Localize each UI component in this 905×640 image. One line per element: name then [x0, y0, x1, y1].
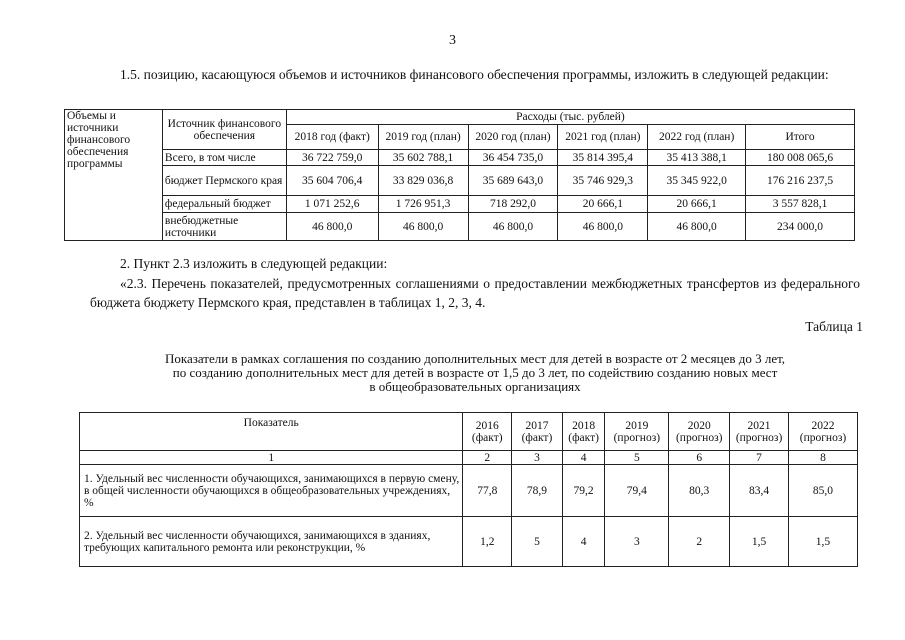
- value-cell: 46 800,0: [286, 213, 378, 241]
- year-header: 2021 год (план): [558, 125, 648, 150]
- table-caption: [90, 352, 860, 394]
- value-cell: 234 000,0: [746, 213, 855, 241]
- column-number: 5: [605, 451, 669, 465]
- value-cell: 176 216 237,5: [746, 166, 855, 196]
- financing-table: [64, 109, 855, 241]
- page-number: 3: [449, 33, 456, 48]
- value-cell: 5: [512, 517, 563, 567]
- value-cell: 77,8: [463, 465, 512, 517]
- value-cell: 83,4: [730, 465, 789, 517]
- table-row: [65, 166, 855, 196]
- table-row: [65, 150, 855, 166]
- column-number: 8: [788, 451, 857, 465]
- paragraph-2-3: «2.3. Перечень показателей, предусмотренных соглашениями о предоставлении межбюджетных трансфертов из федерального бюджета бюджету Пермского края, представлен в таблицах 1, 2, 3, 4.: [90, 276, 860, 310]
- value-cell: 180 008 065,6: [746, 150, 855, 166]
- table-label: Таблица 1: [805, 319, 863, 334]
- year-header: 2022 (прогноз): [788, 413, 857, 451]
- value-cell: 46 800,0: [648, 213, 746, 241]
- value-cell: 35 345 922,0: [648, 166, 746, 196]
- value-cell: 79,4: [605, 465, 669, 517]
- caption-line: Показатели в рамках соглашения по созданию дополнительных мест для детей в возрасте от 2 месяцев до 3 лет,: [164, 351, 786, 366]
- indicators-table: [79, 412, 858, 567]
- value-cell: 718 292,0: [468, 196, 558, 213]
- value-cell: 80,3: [669, 465, 730, 517]
- indicator-cell: 2. Удельный вес численности обучающихся, занимающихся в зданиях, требующих капитального ремонта или реконструкции, %: [80, 517, 463, 567]
- value-cell: 1,2: [463, 517, 512, 567]
- value-cell: 2: [669, 517, 730, 567]
- indicator-header: Показатель: [80, 413, 463, 451]
- source-cell: бюджет Пермского края: [162, 166, 286, 196]
- paragraph-1-5: 1.5. позицию, касающуюся объемов и источников финансового обеспечения программы, изложить в следующей редакции:: [120, 67, 829, 82]
- value-cell: 36 722 759,0: [286, 150, 378, 166]
- table-row: [80, 517, 858, 567]
- paragraph-2: 2. Пункт 2.3 изложить в следующей редакции:: [120, 256, 388, 271]
- expenses-header: Расходы (тыс. рублей): [286, 110, 854, 125]
- value-cell: 46 800,0: [468, 213, 558, 241]
- value-cell: 35 746 929,3: [558, 166, 648, 196]
- year-header: 2018 (факт): [562, 413, 605, 451]
- caption-line: в общеобразовательных организациях: [369, 379, 581, 394]
- column-number: 4: [562, 451, 605, 465]
- value-cell: 35 413 388,1: [648, 150, 746, 166]
- table-row: [65, 196, 855, 213]
- column-number: 3: [512, 451, 563, 465]
- year-header: 2016 (факт): [463, 413, 512, 451]
- table-row: [80, 465, 858, 517]
- column-number: 7: [730, 451, 789, 465]
- value-cell: 79,2: [562, 465, 605, 517]
- total-header: Итого: [746, 125, 855, 150]
- indicator-cell: 1. Удельный вес численности обучающихся, занимающихся в первую смену, в общей численности обучающихся в общеобразовательных учреждениях, %: [80, 465, 463, 517]
- year-header: 2019 (прогноз): [605, 413, 669, 451]
- year-header: 2018 год (факт): [286, 125, 378, 150]
- value-cell: 35 602 788,1: [378, 150, 468, 166]
- value-cell: 35 689 643,0: [468, 166, 558, 196]
- value-cell: 1 071 252,6: [286, 196, 378, 213]
- value-cell: 20 666,1: [648, 196, 746, 213]
- value-cell: 85,0: [788, 465, 857, 517]
- column-number: 1: [80, 451, 463, 465]
- year-header: 2017 (факт): [512, 413, 563, 451]
- value-cell: 20 666,1: [558, 196, 648, 213]
- value-cell: 46 800,0: [558, 213, 648, 241]
- value-cell: 3 557 828,1: [746, 196, 855, 213]
- value-cell: 4: [562, 517, 605, 567]
- value-cell: 33 829 036,8: [378, 166, 468, 196]
- financing-volumes-label: Объемы и источники финансового обеспечения программы: [65, 110, 163, 241]
- year-header: 2021 (прогноз): [730, 413, 789, 451]
- value-cell: 46 800,0: [378, 213, 468, 241]
- value-cell: 78,9: [512, 465, 563, 517]
- year-header: 2022 год (план): [648, 125, 746, 150]
- value-cell: 3: [605, 517, 669, 567]
- value-cell: 35 604 706,4: [286, 166, 378, 196]
- column-number: 2: [463, 451, 512, 465]
- source-header: Источник финансового обеспечения: [162, 110, 286, 150]
- value-cell: 36 454 735,0: [468, 150, 558, 166]
- source-cell: внебюджетные источники: [162, 213, 286, 241]
- table-row: [65, 213, 855, 241]
- year-header: 2019 год (план): [378, 125, 468, 150]
- caption-line: по созданию дополнительных мест для детей в возрасте от 1,5 до 3 лет, по содействию созданию новых мест: [172, 365, 778, 380]
- value-cell: 1,5: [730, 517, 789, 567]
- value-cell: 1 726 951,3: [378, 196, 468, 213]
- value-cell: 1,5: [788, 517, 857, 567]
- source-cell: федеральный бюджет: [162, 196, 286, 213]
- column-number-row: [80, 451, 858, 465]
- source-cell: Всего, в том числе: [162, 150, 286, 166]
- year-header: 2020 (прогноз): [669, 413, 730, 451]
- year-header: 2020 год (план): [468, 125, 558, 150]
- column-number: 6: [669, 451, 730, 465]
- value-cell: 35 814 395,4: [558, 150, 648, 166]
